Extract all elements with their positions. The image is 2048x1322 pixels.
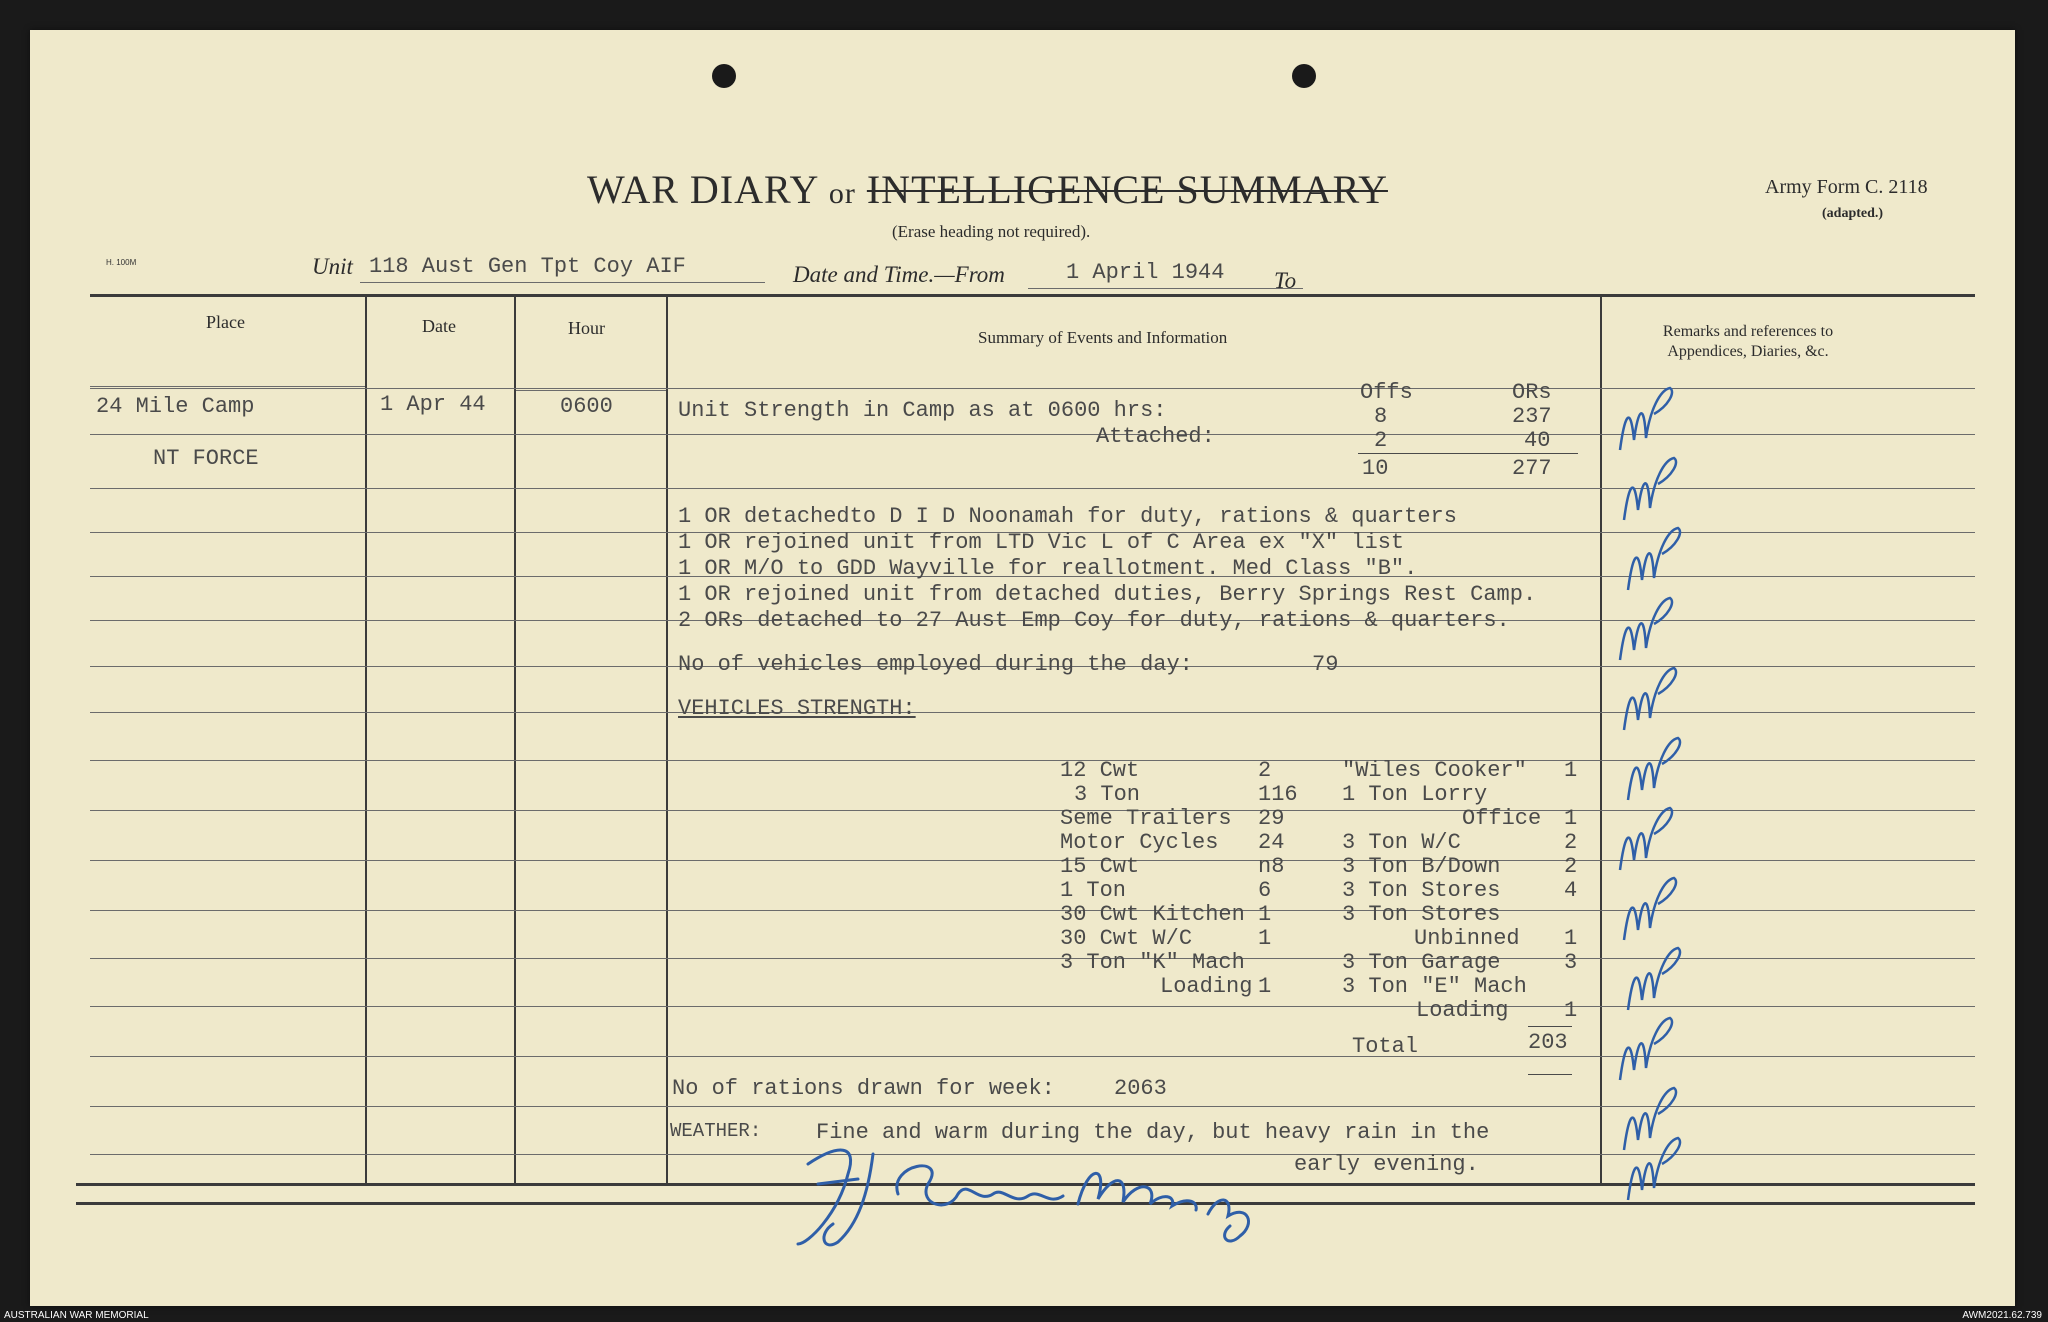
event-4: 1 OR rejoined unit from detached duties, Berry Springs Rest Camp. (678, 582, 1537, 607)
col-header-place: Place (206, 312, 245, 332)
vehicle-right-name: 1 Ton Lorry (1342, 782, 1488, 807)
vehicle-total-value: 203 (1528, 1030, 1568, 1055)
col-header-summary: Summary of Events and Information (978, 328, 1228, 347)
remarks-initial-mark (1618, 730, 1688, 810)
row-rule (90, 1006, 1975, 1007)
vehicle-left-name: 3 Ton (1074, 782, 1141, 807)
col-divider-4 (1600, 294, 1602, 1184)
date-from-value: 1 April 1944 (1066, 260, 1225, 285)
vehicles-employed-label: No of vehicles employed during the day: (678, 652, 1193, 677)
vehicle-right-count: 3 (1564, 950, 1578, 975)
remarks-initial-mark (1610, 1010, 1680, 1090)
vehicle-right-count: 2 (1564, 830, 1578, 855)
vehicle-left-count: 29 (1258, 806, 1285, 831)
strength-ors-total: 277 (1512, 456, 1552, 481)
remarks-initial-mark (1614, 450, 1684, 530)
vehicle-left-count: 24 (1258, 830, 1285, 855)
strength-ors-2: 40 (1524, 428, 1551, 453)
col-header-remarks: Remarks and references to Appendices, Diaries, &c. (1662, 323, 1834, 360)
vehicle-left-name: 30 Cwt W/C (1060, 926, 1193, 951)
header-rule-3 (516, 390, 666, 391)
vehicle-right-count: 1 (1564, 806, 1578, 831)
vehicle-right-count: 1 (1564, 926, 1578, 951)
col-header-date: Date (422, 316, 456, 336)
vehicle-total-label: Total (1352, 1034, 1419, 1059)
row-rule (90, 860, 1975, 861)
vehicle-left-count: 1 (1258, 902, 1272, 927)
vehicle-right-name: 3 Ton "E" Mach (1342, 974, 1527, 999)
form-adapted: (adapted.) (1822, 206, 1884, 221)
vehicle-right-name: "Wiles Cooker" (1342, 758, 1527, 783)
title-or: or (828, 177, 856, 210)
vehicle-right-name: 3 Ton Stores (1342, 902, 1501, 927)
footer-left: AUSTRALIAN WAR MEMORIAL (4, 1310, 149, 1321)
vehicle-left-count: 6 (1258, 878, 1272, 903)
unit-label: Unit (312, 254, 353, 279)
remarks-initial-mark (1614, 870, 1684, 950)
strength-ors-header: ORs (1512, 380, 1552, 405)
remarks-initial-mark (1618, 940, 1688, 1020)
vehicle-left-name: Motor Cycles (1060, 830, 1219, 855)
row-rule (90, 434, 1975, 435)
rations-value: 2063 (1114, 1076, 1167, 1101)
row-rule (90, 760, 1975, 761)
strength-offs-header: Offs (1360, 380, 1413, 405)
remarks-initial-mark (1618, 520, 1688, 600)
remarks-initial-mark (1614, 660, 1684, 740)
vehicle-left-name: 1 Ton (1060, 878, 1127, 903)
row-rule (90, 712, 1975, 713)
weather-line-2: early evening. (1294, 1152, 1479, 1177)
vehicle-right-count: 1 (1564, 998, 1578, 1023)
punch-hole-left (712, 64, 736, 88)
event-1: 1 OR detachedto D I D Noonamah for duty, rations & quarters (678, 504, 1457, 529)
vehicle-left-count: 116 (1258, 782, 1298, 807)
strength-offs-2: 2 (1374, 428, 1388, 453)
weather-line-1: Fine and warm during the day, but heavy rain in the (816, 1120, 1490, 1145)
vehicle-right-name: Loading (1416, 998, 1509, 1023)
strength-sum-rule (1358, 453, 1578, 454)
vehicle-left-name: 3 Ton "K" Mach (1060, 950, 1245, 975)
event-3: 1 OR M/O to GDD Wayville for reallotment. Med Class "B". (678, 556, 1418, 581)
remarks-initial-mark (1618, 1130, 1688, 1210)
row-rule (90, 910, 1975, 911)
strength-heading: Unit Strength in Camp as at 0600 hrs: (678, 398, 1167, 423)
table-top-rule (90, 294, 1975, 297)
remarks-initial-mark (1610, 590, 1680, 670)
place-line-2: NT FORCE (153, 446, 259, 471)
row-rule (90, 958, 1975, 959)
strength-offs-total: 10 (1362, 456, 1389, 481)
col-divider-3 (666, 294, 668, 1184)
signature (778, 1124, 1338, 1264)
vehicle-left-name: 30 Cwt Kitchen (1060, 902, 1245, 927)
title-main: WAR DIARY (587, 167, 818, 212)
page-title (587, 166, 1388, 213)
place-line-1: 24 Mile Camp (96, 394, 255, 419)
date-time-label: Date and Time.—From (793, 262, 1005, 287)
title-struck: INTELLIGENCE SUMMARY (866, 167, 1388, 212)
strength-attached-label: Attached: (1096, 424, 1215, 449)
unit-value: 118 Aust Gen Tpt Coy AIF (369, 254, 686, 279)
vehicles-employed-value: 79 (1312, 652, 1339, 677)
row-rule (90, 388, 1975, 389)
unit-rule (360, 282, 765, 283)
vehicle-right-name: 3 Ton W/C (1342, 830, 1461, 855)
vehicle-left-name: 12 Cwt (1060, 758, 1140, 783)
date-rule (1028, 288, 1303, 289)
vehicle-right-name: 3 Ton Stores (1342, 878, 1501, 903)
entry-hour: 0600 (560, 394, 613, 419)
header-rule-1 (90, 386, 365, 387)
vehicle-right-name: Unbinned (1414, 926, 1520, 951)
vehicle-right-count: 4 (1564, 878, 1578, 903)
vehicle-right-count: 1 (1564, 758, 1578, 783)
remarks-initial-mark (1610, 380, 1680, 460)
strength-ors-1: 237 (1512, 404, 1552, 429)
row-rule (90, 1106, 1975, 1107)
diary-sheet (30, 30, 2015, 1306)
punch-hole-right (1292, 64, 1316, 88)
strength-offs-1: 8 (1374, 404, 1388, 429)
print-code: H. 100M (106, 258, 137, 267)
rations-label: No of rations drawn for week: (672, 1076, 1055, 1101)
date-to-label: To (1274, 268, 1297, 293)
col-divider-1 (365, 294, 367, 1184)
vehicle-left-count: n8 (1258, 854, 1285, 879)
subtitle: (Erase heading not required). (892, 222, 1091, 241)
vehicle-right-count: 2 (1564, 854, 1578, 879)
event-2: 1 OR rejoined unit from LTD Vic L of C Area ex "X" list (678, 530, 1405, 555)
remarks-initial-mark (1610, 800, 1680, 880)
vehicle-left-name: Seme Trailers (1060, 806, 1232, 831)
weather-label: WEATHER: (670, 1120, 762, 1142)
event-5: 2 ORs detached to 27 Aust Emp Coy for duty, rations & quarters. (678, 608, 1510, 633)
footer-right: AWM2021.62.739 (1962, 1310, 2042, 1321)
vehicle-total-rule-bottom (1528, 1074, 1572, 1075)
col-divider-2 (514, 294, 516, 1184)
row-rule (90, 1056, 1975, 1057)
row-rule (90, 488, 1975, 489)
entry-date: 1 Apr 44 (380, 392, 486, 417)
vehicle-left-count: 1 (1258, 974, 1272, 999)
row-rule (90, 810, 1975, 811)
col-header-hour: Hour (568, 318, 605, 338)
vehicle-right-name: Office (1462, 806, 1542, 831)
vehicle-right-name: 3 Ton Garage (1342, 950, 1501, 975)
vehicle-left-count: 2 (1258, 758, 1272, 783)
vehicle-strength-heading: VEHICLES STRENGTH: (678, 696, 916, 721)
form-number: Army Form C. 2118 (1765, 176, 1928, 198)
vehicle-total-rule-top (1528, 1026, 1572, 1027)
vehicle-left-name: Loading (1160, 974, 1253, 999)
vehicle-right-name: 3 Ton B/Down (1342, 854, 1501, 879)
vehicle-left-count: 1 (1258, 926, 1272, 951)
vehicle-left-name: 15 Cwt (1060, 854, 1140, 879)
